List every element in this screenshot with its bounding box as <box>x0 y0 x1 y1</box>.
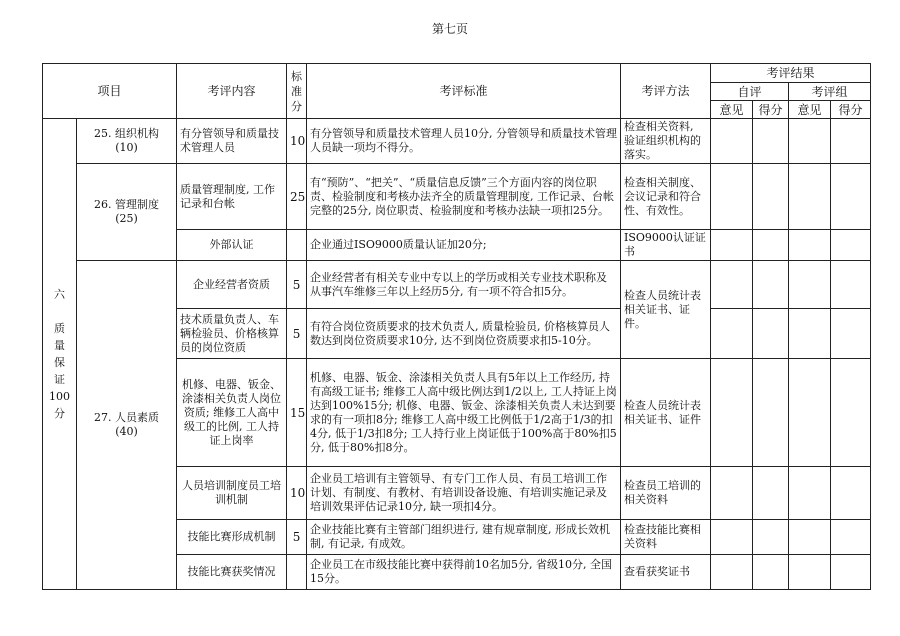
content-cell: 技术质量负责人、车辆检验员、价格核算员的岗位资质 <box>177 309 287 359</box>
group-opinion-cell[interactable] <box>789 309 831 359</box>
evaluation-table <box>42 63 871 590</box>
self-opinion-cell[interactable] <box>711 261 753 309</box>
score-cell: 15 <box>287 359 307 467</box>
header-opinion: 意见 <box>711 101 753 119</box>
score-cell: 25 <box>287 164 307 230</box>
group-opinion-cell[interactable] <box>789 555 831 590</box>
score-cell: 10 <box>287 119 307 164</box>
group-score-cell[interactable] <box>831 309 871 359</box>
group-opinion-cell[interactable] <box>789 164 831 230</box>
criteria-cell: 有分管领导和质量技术管理人员10分, 分管领导和质量技术管理人员缺一项均不得分。 <box>307 119 621 164</box>
group-opinion-cell[interactable] <box>789 520 831 555</box>
group-score-cell[interactable] <box>831 164 871 230</box>
self-score-cell[interactable] <box>753 555 789 590</box>
group-26: 26. 管理制度 (25) <box>77 164 177 261</box>
score-cell <box>287 555 307 590</box>
self-opinion-cell[interactable] <box>711 119 753 164</box>
section-label: 六 质 量 保 证 100 分 <box>43 119 77 590</box>
criteria-cell: 企业员工在市级技能比赛中获得前10名加5分, 省级10分, 全国15分。 <box>307 555 621 590</box>
header-opinion-group: 意见 <box>789 101 831 119</box>
group-opinion-cell[interactable] <box>789 119 831 164</box>
header-group: 考评组 <box>789 83 871 101</box>
content-cell: 质量管理制度, 工作记录和台帐 <box>177 164 287 230</box>
self-score-cell[interactable] <box>753 520 789 555</box>
content-cell: 企业经营者资质 <box>177 261 287 309</box>
score-cell: 10 <box>287 467 307 520</box>
group-opinion-cell[interactable] <box>789 230 831 261</box>
header-score-group: 得分 <box>831 101 871 119</box>
header-criteria: 考评标准 <box>307 64 621 119</box>
self-opinion-cell[interactable] <box>711 520 753 555</box>
method-cell: 检查技能比赛相关资料 <box>621 520 711 555</box>
group-27: 27. 人员素质 (40) <box>77 261 177 590</box>
self-opinion-cell[interactable] <box>711 359 753 467</box>
content-cell: 技能比赛获奖情况 <box>177 555 287 590</box>
group-opinion-cell[interactable] <box>789 359 831 467</box>
group-opinion-cell[interactable] <box>789 261 831 309</box>
score-cell: 5 <box>287 261 307 309</box>
self-score-cell[interactable] <box>753 164 789 230</box>
group-score-cell[interactable] <box>831 520 871 555</box>
header-self: 自评 <box>711 83 789 101</box>
criteria-cell: 机修、电器、钣金、涂漆相关负责人具有5年以上工作经历, 持有高级工证书; 维修工人高中级比例达到1/2以上, 工人持证上岗达到100%15分; 机修、电器、钣金、涂漆相关负责人未达到要求的有一项扣8分; 维修工人高中级工比例低于1/2高于1/3的扣4分, 低于1/3扣8分; 工人持行业上岗证低于100%高于80%扣5分, 低于80%扣8分。 <box>307 359 621 467</box>
method-cell: 检查人员统计表相关证书、证件。 <box>621 261 711 359</box>
content-cell: 机修、电器、钣金、涂漆相关负责人岗位资质; 维修工人高中级工的比例, 工人持证上岗率 <box>177 359 287 467</box>
self-score-cell[interactable] <box>753 359 789 467</box>
criteria-cell: 企业技能比赛有主管部门组织进行, 建有规章制度, 形成长效机制, 有记录, 有成效。 <box>307 520 621 555</box>
group-score-cell[interactable] <box>831 119 871 164</box>
criteria-cell: 企业经营者有相关专业中专以上的学历或相关专业技术职称及从事汽车维修三年以上经历5分, 有一项不符合扣5分。 <box>307 261 621 309</box>
self-score-cell[interactable] <box>753 261 789 309</box>
method-cell: 检查相关制度、会议记录和符合性、有效性。 <box>621 164 711 230</box>
self-score-cell[interactable] <box>753 467 789 520</box>
group-score-cell[interactable] <box>831 555 871 590</box>
method-cell: 查看获奖证书 <box>621 555 711 590</box>
criteria-cell: 有符合岗位资质要求的技术负责人, 质量检验员, 价格核算员人数达到岗位资质要求10分, 达不到岗位资质要求扣5-10分。 <box>307 309 621 359</box>
header-item: 项目 <box>43 64 177 119</box>
page-label: 第七页 <box>431 22 468 36</box>
group-opinion-cell[interactable] <box>789 467 831 520</box>
group-score-cell[interactable] <box>831 359 871 467</box>
group-score-cell[interactable] <box>831 230 871 261</box>
method-cell: 检查员工培训的相关资料 <box>621 467 711 520</box>
group-score-cell[interactable] <box>831 261 871 309</box>
self-opinion-cell[interactable] <box>711 555 753 590</box>
content-cell: 外部认证 <box>177 230 287 261</box>
self-opinion-cell[interactable] <box>711 164 753 230</box>
self-opinion-cell[interactable] <box>711 309 753 359</box>
group-25: 25. 组织机构 (10) <box>77 119 177 164</box>
self-score-cell[interactable] <box>753 309 789 359</box>
header-method: 考评方法 <box>621 64 711 119</box>
self-opinion-cell[interactable] <box>711 230 753 261</box>
method-cell: ISO9000认证证书 <box>621 230 711 261</box>
header-content: 考评内容 <box>177 64 287 119</box>
self-opinion-cell[interactable] <box>711 467 753 520</box>
self-score-cell[interactable] <box>753 230 789 261</box>
content-cell: 有分管领导和质量技术管理人员 <box>177 119 287 164</box>
criteria-cell: 企业员工培训有主管领导、有专门工作人员、有员工培训工作计划、有制度、有教材、有培训设备设施、有培训实施记录及培训效果评估记录10分, 缺一项扣4分。 <box>307 467 621 520</box>
header-score: 得分 <box>753 101 789 119</box>
score-cell: 5 <box>287 520 307 555</box>
header-results: 考评结果 <box>711 64 871 83</box>
header-standard-score: 标 准 分 <box>287 64 307 119</box>
self-score-cell[interactable] <box>753 119 789 164</box>
content-cell: 技能比赛形成机制 <box>177 520 287 555</box>
group-score-cell[interactable] <box>831 467 871 520</box>
score-cell <box>287 230 307 261</box>
method-cell: 检查相关资料, 验证组织机构的落实。 <box>621 119 711 164</box>
method-cell: 检查人员统计表相关证书、证件 <box>621 359 711 467</box>
criteria-cell: 有“预防”、“把关”、“质量信息反馈”三个方面内容的岗位职责、检验制度和考核办法齐全的质量管理制度, 工作记录、台帐完整的25分, 岗位职责、检验制度和考核办法缺一项扣25分。 <box>307 164 621 230</box>
criteria-cell: 企业通过ISO9000质量认证加20分; <box>307 230 621 261</box>
content-cell: 人员培训制度员工培训机制 <box>177 467 287 520</box>
score-cell: 5 <box>287 309 307 359</box>
